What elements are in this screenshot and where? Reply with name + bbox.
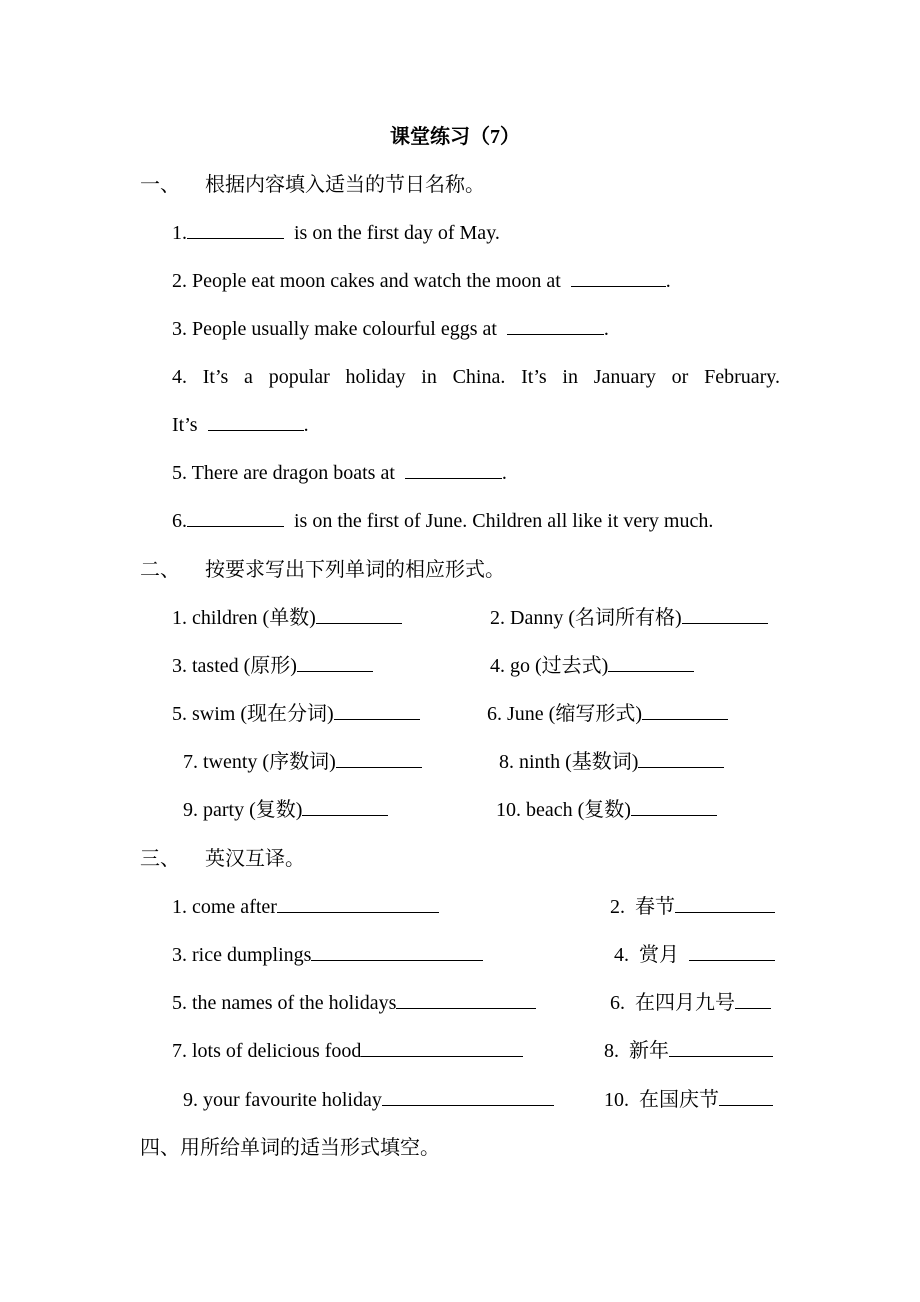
section4-heading: 四、用所给单词的适当形式填空。 [140,1137,440,1159]
s1-q3-text: 3. People usually make colourful eggs at [172,318,497,340]
s2-item [172,605,402,631]
section3-heading-number: 三、 [140,848,180,870]
answer-blank[interactable] [638,749,724,768]
s1-q4-text: It’s [172,414,198,436]
s2-item-text: 5. swim (现在分词) [172,703,334,725]
s1-question-5 [172,460,507,486]
s1-q3-end: . [603,318,609,340]
answer-blank[interactable] [361,1038,523,1057]
s3-item-text: 9. your favourite holiday [183,1089,382,1111]
s3-item [604,1038,773,1064]
answer-blank[interactable] [396,990,536,1009]
answer-blank[interactable] [642,701,728,720]
s2-item [172,653,373,679]
s3-item-text: 5. the names of the holidays [172,992,397,1014]
answer-blank[interactable] [208,412,304,431]
s3-item [610,990,771,1016]
s1-q4-end: . [303,414,309,436]
answer-blank[interactable] [334,701,420,720]
s2-item-text: 8. ninth (基数词) [499,751,639,773]
s2-item [487,701,728,727]
s3-item-text: 8. 新年 [604,1040,669,1062]
s3-item-text: 3. rice dumplings [172,944,312,966]
s1-question-6 [172,508,713,534]
s3-item [172,942,483,968]
answer-blank[interactable] [405,460,502,479]
answer-blank[interactable] [669,1038,773,1057]
answer-blank[interactable] [382,1087,554,1106]
s1-question-2 [172,268,671,294]
s2-item [499,749,724,775]
page-title: 课堂练习（7） [390,126,520,148]
s3-item [172,894,439,920]
s3-item-text: 6. 在四月九号 [610,992,735,1014]
s1-q2-end: . [665,270,671,292]
section3-heading: 英汉互译。 [205,848,305,870]
answer-blank[interactable] [336,749,422,768]
answer-blank[interactable] [311,942,483,961]
answer-blank[interactable] [302,797,388,816]
section1-heading-number: 一、 [140,174,180,196]
s3-item [614,942,775,968]
s1-q1-number: 1. [172,222,187,244]
s2-item-text: 2. Danny (名词所有格) [490,607,682,629]
answer-blank[interactable] [187,220,284,239]
s3-item-text: 2. 春节 [610,896,675,918]
s2-item-text: 3. tasted (原形) [172,655,297,677]
s3-item-text: 7. lots of delicious food [172,1040,362,1062]
answer-blank[interactable] [297,653,373,672]
s2-item [490,605,768,631]
answer-blank[interactable] [719,1087,773,1106]
s2-item-text: 6. June (缩写形式) [487,703,642,725]
s1-question-4-line2 [172,412,309,438]
s1-q2-text: 2. People eat moon cakes and watch the moon at [172,270,561,292]
answer-blank[interactable] [689,942,775,961]
s2-item-text: 4. go (过去式) [490,655,609,677]
s2-item-text: 10. beach (复数) [496,799,631,821]
s2-item [172,701,420,727]
answer-blank[interactable] [316,605,402,624]
s3-item [172,990,536,1016]
s3-item [172,1038,523,1064]
answer-blank[interactable] [682,605,768,624]
section2-heading-number: 二、 [140,559,180,581]
section2-heading: 按要求写出下列单词的相应形式。 [205,559,505,581]
answer-blank[interactable] [507,316,604,335]
s1-q5-end: . [501,462,507,484]
answer-blank[interactable] [608,653,694,672]
s2-item-text: 7. twenty (序数词) [183,751,336,773]
section1-heading: 根据内容填入适当的节日名称。 [205,174,485,196]
answer-blank[interactable] [187,508,284,527]
s2-item [490,653,694,679]
s3-item-text: 10. 在国庆节 [604,1089,719,1111]
s1-question-1 [172,220,500,246]
s2-item [183,749,422,775]
s2-item-text: 9. party (复数) [183,799,303,821]
s3-item-text: 4. 赏月 [614,944,679,966]
s3-item [183,1087,554,1113]
s3-item-text: 1. come after [172,896,277,918]
s1-question-3 [172,316,609,342]
s3-item [604,1087,773,1113]
s2-item [496,797,717,823]
s2-item-text: 1. children (单数) [172,607,316,629]
s1-q6-number: 6. [172,510,187,532]
answer-blank[interactable] [277,894,439,913]
answer-blank[interactable] [571,268,666,287]
s1-question-4-line1: 4. It’s a popular holiday in China. It’s in January or February. [172,366,780,388]
answer-blank[interactable] [735,990,771,1009]
s1-q1-text: is on the first day of May. [294,222,500,244]
s1-q6-text: is on the first of June. Children all like it very much. [294,510,714,532]
s3-item [610,894,775,920]
s2-item [183,797,388,823]
answer-blank[interactable] [675,894,775,913]
s1-q5-text: 5. There are dragon boats at [172,462,395,484]
answer-blank[interactable] [631,797,717,816]
